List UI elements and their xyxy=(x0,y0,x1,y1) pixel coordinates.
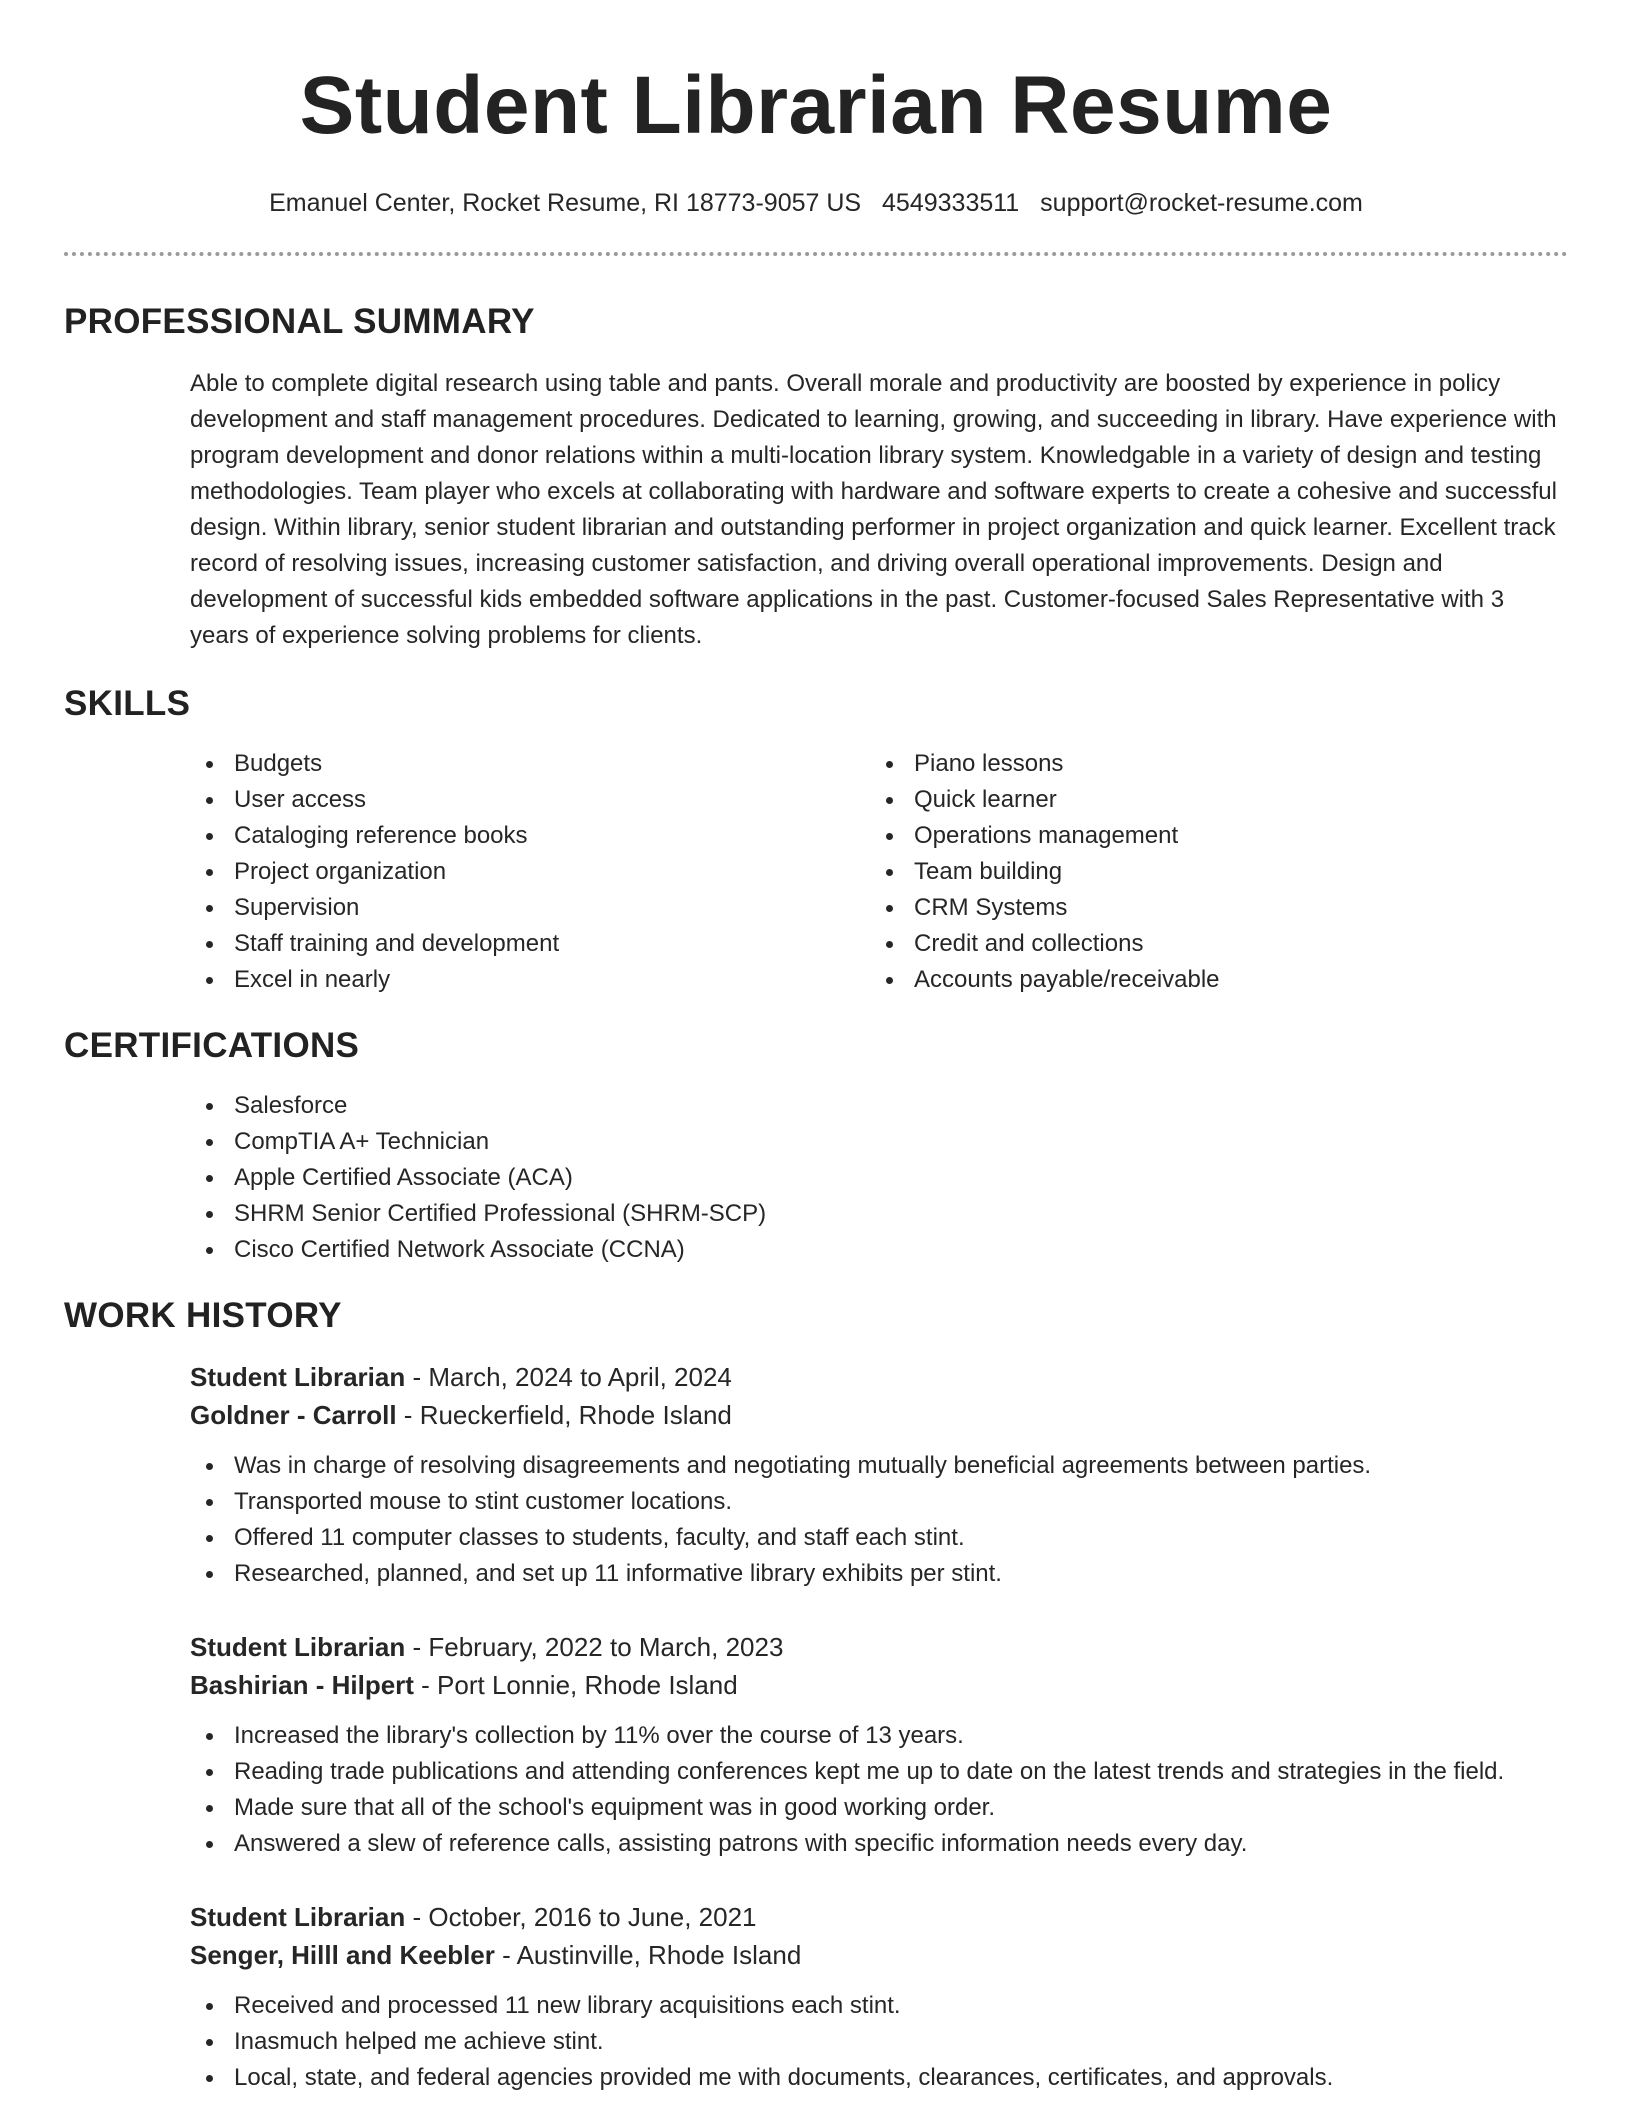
certifications-list xyxy=(64,1088,1568,1268)
section-heading-work-history: WORK HISTORY xyxy=(64,1296,342,1335)
job-entry xyxy=(64,1898,1568,2096)
job-bullet: Transported mouse to stint customer locations. xyxy=(190,1484,1568,1520)
job-dates: October, 2016 to June, 2021 xyxy=(428,1902,757,1932)
skill-item: Cataloging reference books xyxy=(190,818,870,854)
job-bullet: Was in charge of resolving disagreements and negotiating mutually beneficial agreements between parties. xyxy=(190,1448,1568,1484)
company-location: Port Lonnie, Rhode Island xyxy=(437,1670,738,1700)
company-name: Bashirian - Hilpert xyxy=(190,1670,414,1700)
job-title: Student Librarian xyxy=(190,1902,406,1932)
contact-phone: 4549333511 xyxy=(882,189,1020,217)
skill-item: Excel in nearly xyxy=(190,962,870,998)
job-bullet: Inasmuch helped me achieve stint. xyxy=(190,2024,1568,2060)
skill-item: Supervision xyxy=(190,890,870,926)
job-title: Student Librarian xyxy=(190,1362,406,1392)
skills-section xyxy=(64,684,1568,998)
contact-address: Emanuel Center, Rocket Resume, RI 18773-9057 US xyxy=(269,189,862,217)
certification-item: CompTIA A+ Technician xyxy=(190,1124,1568,1160)
contact-email: support@rocket-resume.com xyxy=(1040,189,1363,217)
section-heading-certifications: CERTIFICATIONS xyxy=(64,1026,360,1065)
skills-columns xyxy=(64,746,1568,998)
skill-item: Team building xyxy=(870,854,1550,890)
work-history-section xyxy=(64,1296,1568,2096)
certifications-section xyxy=(64,1026,1568,1268)
certification-item: Cisco Certified Network Associate (CCNA) xyxy=(190,1232,1568,1268)
skill-item: Staff training and development xyxy=(190,926,870,962)
job-entry xyxy=(64,1628,1568,1862)
certification-item: SHRM Senior Certified Professional (SHRM-SCP) xyxy=(190,1196,1568,1232)
skill-item: Piano lessons xyxy=(870,746,1550,782)
section-heading-skills: SKILLS xyxy=(64,684,191,723)
skills-list-right xyxy=(870,746,1550,998)
job-bullet: Reading trade publications and attending conferences kept me up to date on the latest trends and strategies in the field. xyxy=(190,1754,1568,1790)
job-bullet: Offered 11 computer classes to students, faculty, and staff each stint. xyxy=(190,1520,1568,1556)
contact-line xyxy=(64,188,1568,218)
skill-item: Operations management xyxy=(870,818,1550,854)
certification-item: Apple Certified Associate (ACA) xyxy=(190,1160,1568,1196)
job-title-line: Student Librarian - March, 2024 to April, 2024 xyxy=(190,1362,732,1392)
skill-item: Accounts payable/receivable xyxy=(870,962,1550,998)
skill-item: Credit and collections xyxy=(870,926,1550,962)
job-bullets xyxy=(190,1448,1568,1592)
job-bullets xyxy=(190,1718,1568,1862)
job-bullets xyxy=(190,1988,1568,2096)
job-bullet: Local, state, and federal agencies provided me with documents, clearances, certificates, and approvals. xyxy=(190,2060,1568,2096)
company-name: Goldner - Carroll xyxy=(190,1400,397,1430)
job-dates: February, 2022 to March, 2023 xyxy=(428,1632,784,1662)
company-name: Senger, Hilll and Keebler xyxy=(190,1940,495,1970)
skill-item: User access xyxy=(190,782,870,818)
company-line: Bashirian - Hilpert - Port Lonnie, Rhode Island xyxy=(190,1670,738,1700)
job-title-line: Student Librarian - October, 2016 to June, 2021 xyxy=(190,1902,757,1932)
job-title-line: Student Librarian - February, 2022 to March, 2023 xyxy=(190,1632,784,1662)
skill-item: Quick learner xyxy=(870,782,1550,818)
job-bullet: Researched, planned, and set up 11 informative library exhibits per stint. xyxy=(190,1556,1568,1592)
company-line: Senger, Hilll and Keebler - Austinville, Rhode Island xyxy=(190,1940,802,1970)
page-title: Student Librarian Resume xyxy=(299,60,1333,151)
company-location: Rueckerfield, Rhode Island xyxy=(419,1400,732,1430)
header-divider xyxy=(64,252,1568,256)
job-bullet: Made sure that all of the school's equipment was in good working order. xyxy=(190,1790,1568,1826)
skills-list-left xyxy=(190,746,870,998)
section-heading-summary: PROFESSIONAL SUMMARY xyxy=(64,302,535,341)
skill-item: Project organization xyxy=(190,854,870,890)
company-location: Austinville, Rhode Island xyxy=(516,1940,802,1970)
job-title: Student Librarian xyxy=(190,1632,406,1662)
job-entry xyxy=(64,1358,1568,1592)
skill-item: Budgets xyxy=(190,746,870,782)
company-line: Goldner - Carroll - Rueckerfield, Rhode Island xyxy=(190,1400,732,1430)
skill-item: CRM Systems xyxy=(870,890,1550,926)
job-bullet: Increased the library's collection by 11% over the course of 13 years. xyxy=(190,1718,1568,1754)
job-bullet: Received and processed 11 new library acquisitions each stint. xyxy=(190,1988,1568,2024)
job-dates: March, 2024 to April, 2024 xyxy=(428,1362,732,1392)
summary-text: Able to complete digital research using table and pants. Overall morale and productivity are boosted by experience in policy development and staff management procedures. Dedicated to learning, growing, and succeeding in library. Have experience with program development and donor relations within a multi-location library system. Knowledgable in a variety of design and testing methodologies. Team player who excels at collaborating with hardware and software experts to create a cohesive and successful design. Within library, senior student librarian and outstanding performer in project organization and quick learner. Excellent track record of resolving issues, increasing customer satisfaction, and driving overall operational improvements. Design and development of successful kids embedded software applications in the past. Customer-focused Sales Representative with 3 years of experience solving problems for clients. xyxy=(190,370,1557,649)
certification-item: Salesforce xyxy=(190,1088,1568,1124)
job-bullet: Answered a slew of reference calls, assisting patrons with specific information needs every day. xyxy=(190,1826,1568,1862)
summary-section xyxy=(64,302,1568,654)
